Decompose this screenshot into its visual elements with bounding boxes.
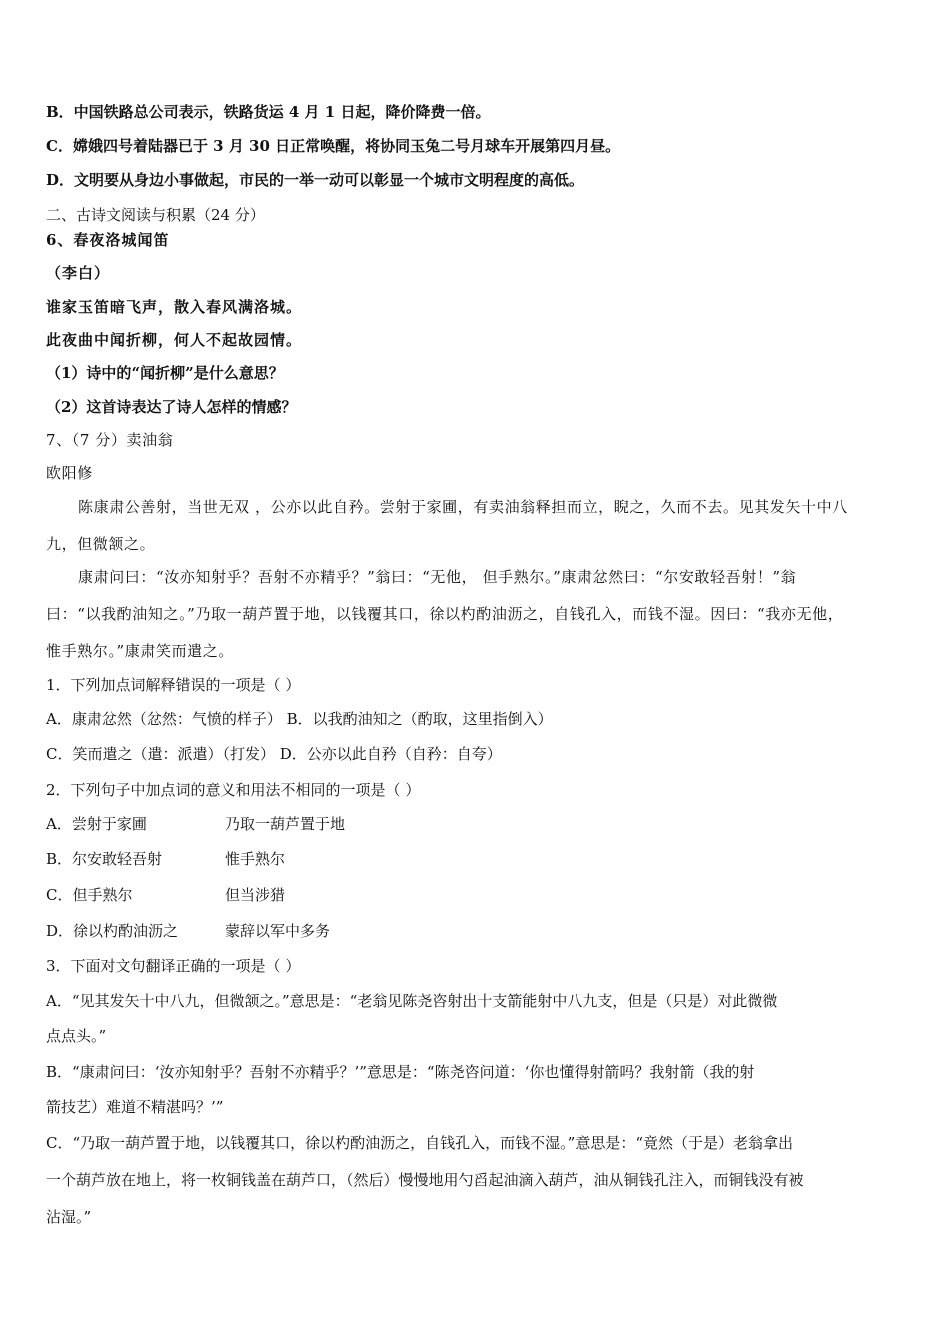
poem-line-2: 此夜曲中闻折柳，何人不起故园情。 xyxy=(46,331,303,349)
q6-sub-question-1: （1）诗中的“闻折柳”是什么意思？ xyxy=(46,364,284,382)
sq2-option-a xyxy=(46,814,746,834)
passage-p1-line2: 九，但微颔之。 xyxy=(46,535,156,553)
sq3-b-line2: 箭技艺）难道不精湛吗？’” xyxy=(46,1098,224,1116)
sq2-c-left: C．但手熟尔 xyxy=(46,886,133,904)
q6-sub-question-2: （2）这首诗表达了诗人怎样的情感？ xyxy=(46,398,297,416)
sq2-option-c xyxy=(46,885,746,905)
sq3-b-line1: B．“康肃问曰：‘汝亦知射乎？吾射不亦精乎？’”意思是：“陈尧咨问道：‘你也懂得射箭吗？我射箭（我的射 xyxy=(46,1063,755,1081)
option-c-prev: C．嫦娥四号着陆器已于 3 月 30 日正常唤醒，将协同玉兔二号月球车开展第四月昼。 xyxy=(46,137,621,155)
sq3-c-line3: 沾湿。” xyxy=(46,1208,92,1226)
sq1-stem: 1．下列加点词解释错误的一项是（ ） xyxy=(46,676,301,694)
sq1-options-cd: C．笑而遣之（遣：派遣）（打发） D．公亦以此自矜（自矜：自夸） xyxy=(46,745,502,763)
sq1-options-ab: A．康肃忿然（忿然：气愤的样子） B．以我酌油知之（酌取，这里指倒入） xyxy=(46,710,553,728)
passage-p2-line3: 惟手熟尔。”康肃笑而遣之。 xyxy=(46,642,234,660)
sq3-a-line1: A．“见其发矢十中八九，但微颔之。”意思是：“老翁见陈尧咨射出十支箭能射中八九支，但是（只是）对此微微 xyxy=(46,992,778,1010)
sq2-option-d xyxy=(46,921,746,941)
passage-p2-line1: 康肃问曰：“汝亦知射乎？吾射不亦精乎？”翁曰：“无他， 但手熟尔。”康肃忿然曰：“尔安敢轻吾射！”翁 xyxy=(78,568,797,586)
sq3-c-line1: C．“乃取一葫芦置于地，以钱覆其口，徐以杓酌油沥之，自钱孔入，而钱不湿。”意思是：“竟然（于是）老翁拿出 xyxy=(46,1134,793,1152)
sq2-b-right: 惟手熟尔 xyxy=(225,850,286,868)
option-d-prev: D．文明要从身边小事做起，市民的一举一动可以彰显一个城市文明程度的高低。 xyxy=(46,171,585,189)
q7-title: 7、（7 分）卖油翁 xyxy=(46,431,174,449)
option-b-prev: B．中国铁路总公司表示，铁路货运 4 月 1 日起，降价降费一倍。 xyxy=(46,103,491,121)
poem-line-1: 谁家玉笛暗飞声，散入春风满洛城。 xyxy=(46,298,303,316)
sq2-stem: 2．下列句子中加点词的意义和用法不相同的一项是（ ） xyxy=(46,781,421,799)
sq2-c-right: 但当涉猎 xyxy=(225,886,286,904)
sq2-d-right: 蒙辞以军中多务 xyxy=(225,922,331,940)
passage-p1-line1: 陈康肃公善射，当世无双 ，公亦以此自矜。尝射于家圃，有卖油翁释担而立，睨之，久而不去。见其发矢十中八 xyxy=(78,498,848,516)
q7-author: 欧阳修 xyxy=(46,464,93,482)
q6-title: 6、春夜洛城闻笛 xyxy=(46,231,170,249)
sq3-c-line2: 一个葫芦放在地上，将一枚铜钱盖在葫芦口，（然后）慢慢地用勺舀起油滴入葫芦，油从铜钱孔注入，而铜钱没有被 xyxy=(46,1171,804,1189)
sq3-a-line2: 点点头。” xyxy=(46,1027,107,1045)
sq3-stem: 3．下面对文句翻译正确的一项是（ ） xyxy=(46,957,301,975)
sq2-d-left: D．徐以杓酌油沥之 xyxy=(46,922,179,940)
q6-author: （李白） xyxy=(46,264,111,282)
section-title: 二、古诗文阅读与积累（24 分） xyxy=(46,206,265,224)
sq2-option-b xyxy=(46,849,746,869)
sq2-b-left: B．尔安敢轻吾射 xyxy=(46,850,163,868)
sq2-a-right: 乃取一葫芦置于地 xyxy=(225,815,346,833)
sq2-a-left: A．尝射于家圃 xyxy=(46,815,147,833)
passage-p2-line2: 曰：“以我酌油知之。”乃取一葫芦置于地，以钱覆其口，徐以杓酌油沥之，自钱孔入，而钱不湿。因曰：“我亦无他， xyxy=(46,605,844,623)
